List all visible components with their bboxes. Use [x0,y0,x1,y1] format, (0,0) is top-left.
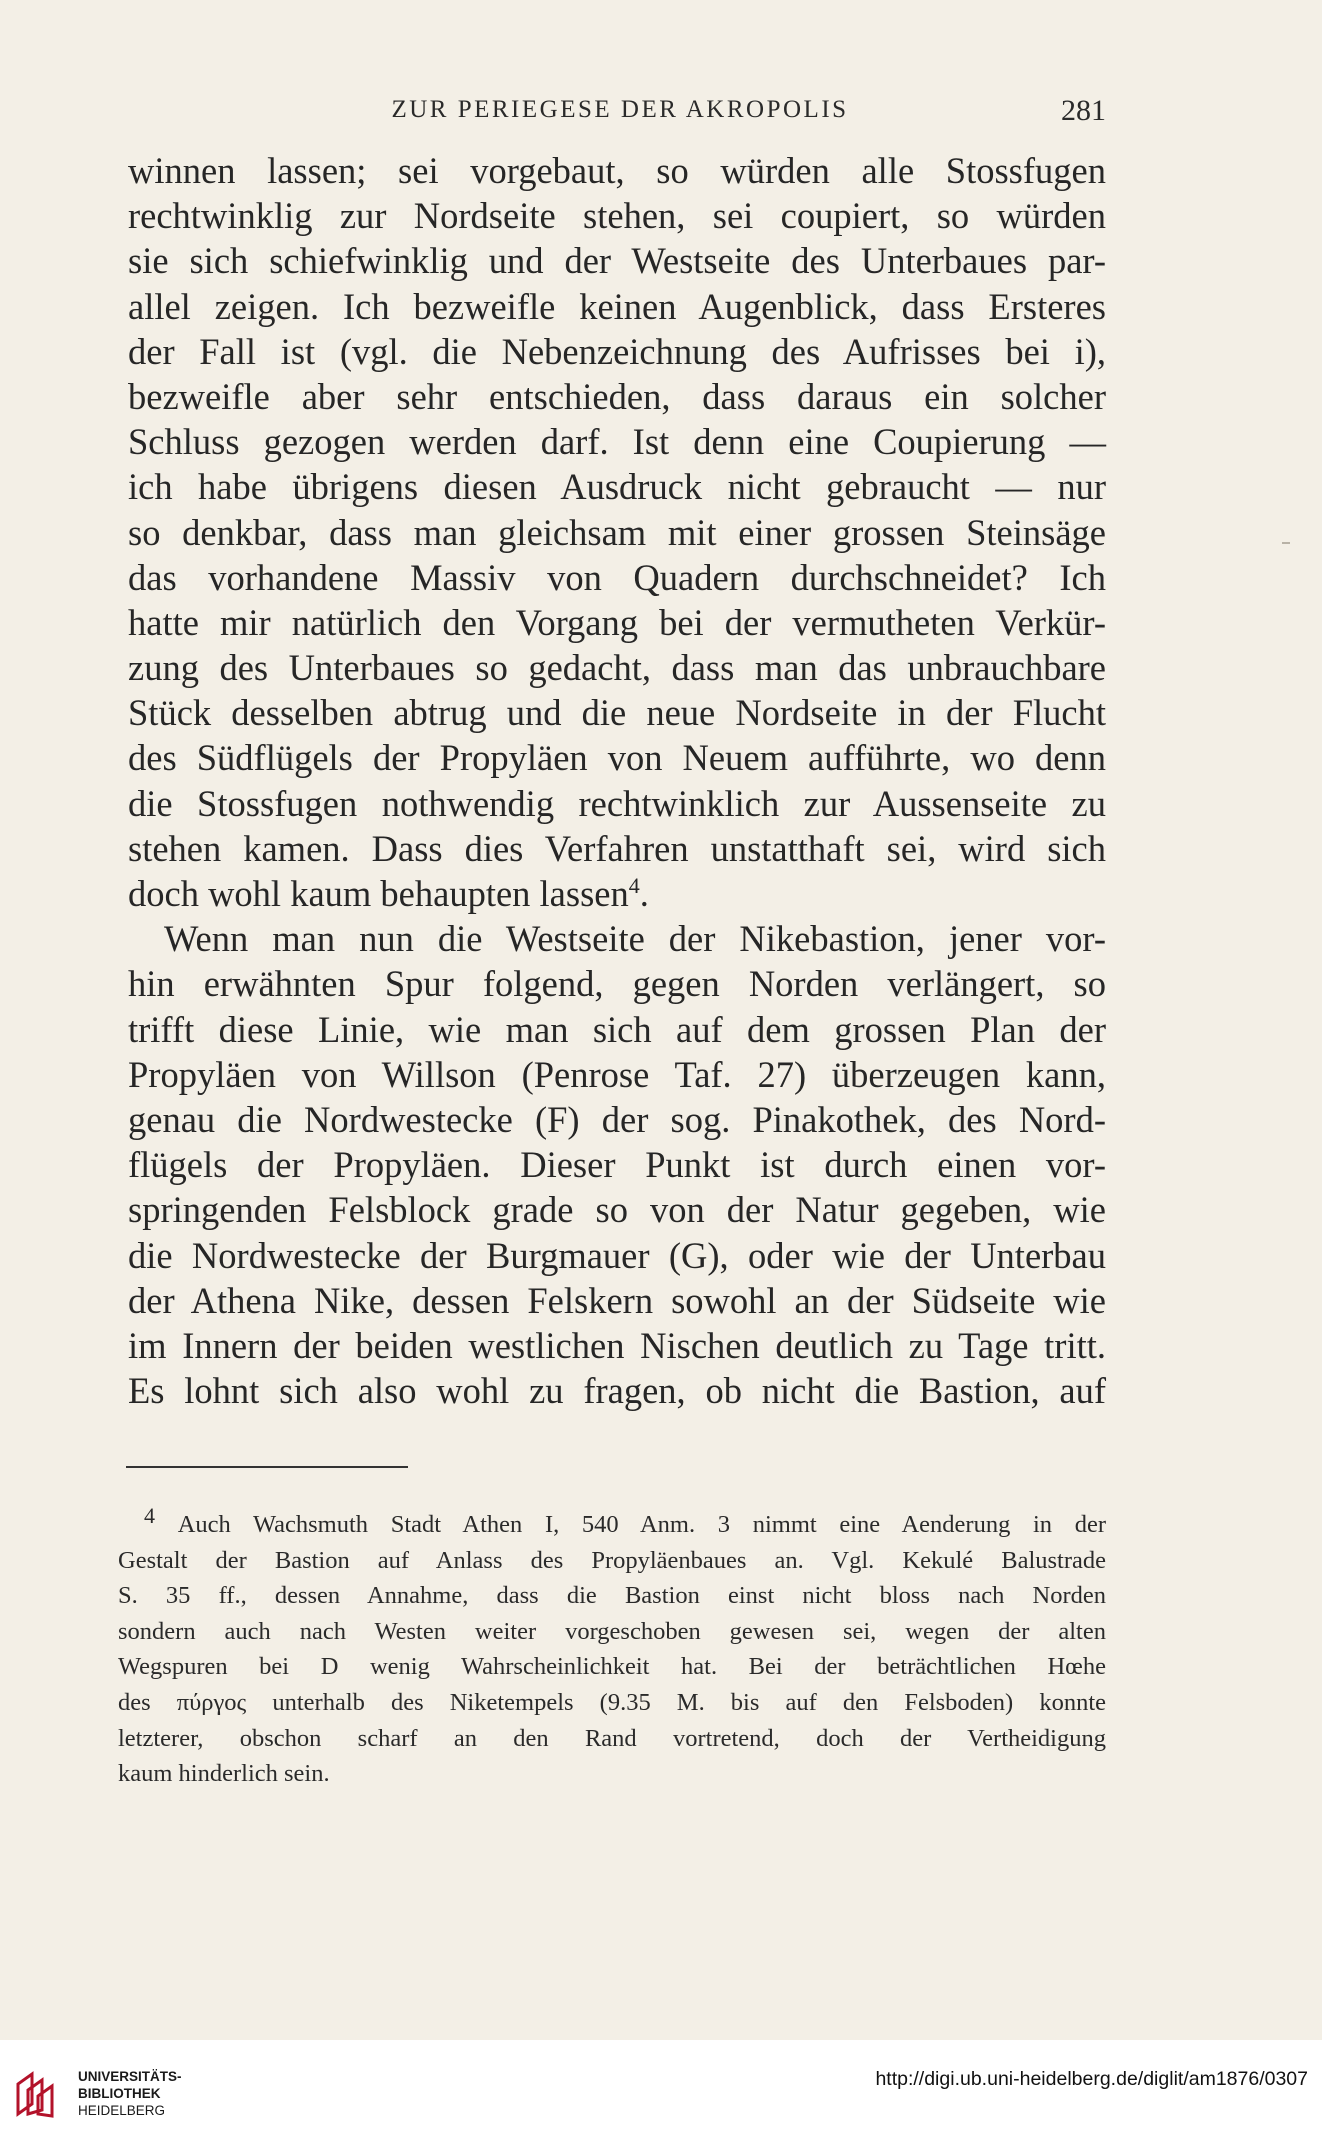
permalink-url[interactable]: http://digi.ub.uni-heidelberg.de/diglit/am1876/0307 [875,2068,1308,2090]
text-line: Wenn man nun die Westseite der Nikebastion, jener vor- [164,918,1106,960]
page-number: 281 [1061,94,1106,127]
digitization-footer [0,2040,1322,2144]
text-line: winnen lassen; sei vorgebaut, so würden alle Stossfugen [128,150,1106,191]
text-line: Stück desselben abtrug und die neue Nordseite in der Flucht [128,692,1106,734]
text-line: allel zeigen. Ich bezweifle keinen Augenblick, dass Ersteres [128,285,1106,327]
footnote [118,1502,1107,1792]
page-header [130,92,1110,142]
text-line: zung des Unterbaues so gedacht, dass man das unbrauchbare [128,647,1106,689]
text-line-content: doch wohl kaum behaupten lassen [128,873,629,914]
sentence-end: . [639,873,649,914]
main-text [128,148,1106,1413]
text-line: der Athena Nike, dessen Felskern sowohl an der Südseite wie [128,1279,1106,1321]
text-line: trifft diese Linie, wie man sich auf dem grossen Plan der [128,1008,1106,1050]
text-line: bezweifle aber sehr entschieden, dass daraus ein solcher [128,375,1106,417]
text-line: die Stossfugen nothwendig rechtwinklich zur Aussenseite zu [128,782,1106,824]
library-name[interactable] [78,2068,182,2119]
text-line: das vorhandene Massiv von Quadern durchschneidet? Ich [128,556,1106,598]
text-line: die Nordwestecke der Burgmauer (G), oder wie der Unterbau [128,1234,1106,1276]
footnote-marker: 4 [144,1502,155,1528]
text-line: des Südflügels der Propyläen von Neuem aufführte, wo denn [128,737,1106,779]
text-line: rechtwinklig zur Nordseite stehen, sei coupiert, so würden [128,195,1106,237]
library-name-line: HEIDELBERG [78,2103,166,2118]
text-line: so denkbar, dass man gleichsam mit einer grossen Steinsäge [128,511,1106,553]
footnote-line [118,1502,1107,1543]
library-name-line: BIBLIOTHEK [78,2086,161,2101]
text-line: hin erwähnten Spur folgend, gegen Norden verlängert, so [128,963,1106,1005]
footnote-line: sondern auch nach Westen weiter vorgeschoben gewesen sei, wegen der alten [118,1617,1106,1645]
ub-heidelberg-logo-icon[interactable] [14,2070,58,2118]
text-line: hatte mir natürlich den Vorgang bei der vermutheten Verkür- [128,601,1106,643]
footnote-line: letzterer, obschon scharf an den Rand vortretend, doch der Vertheidigung [118,1724,1106,1752]
text-line: springenden Felsblock grade so von der Natur gegeben, wie [128,1189,1106,1231]
text-line: Schluss gezogen werden darf. Ist denn eine Coupierung — [128,421,1106,463]
text-line: Es lohnt sich also wohl zu fragen, ob nicht die Bastion, auf [128,1370,1106,1412]
footnote-reference[interactable]: 4 [628,872,640,898]
margin-mark [1282,542,1290,544]
footnote-line: kaum hinderlich sein. [118,1760,330,1788]
footnote-line: S. 35 ff., dessen Annahme, dass die Bastion einst nicht bloss nach Norden [118,1582,1106,1610]
text-line: stehen kamen. Dass dies Verfahren unstatthaft sei, wird sich [128,827,1106,869]
text-line: genau die Nordwestecke (F) der sog. Pinakothek, des Nord- [128,1098,1106,1140]
footnote-line: Gestalt der Bastion auf Anlass des Propyläenbaues an. Vgl. Kekulé Balustrade [118,1546,1106,1574]
footnote-line-content: Auch Wachsmuth Stadt Athen I, 540 Anm. 3 nimmt eine Aenderung in der [177,1511,1107,1538]
text-line [128,871,1106,916]
running-title: ZUR PERIEGESE DER AKROPOLIS [391,96,849,123]
text-line: flügels der Propyläen. Dieser Punkt ist durch einen vor- [128,1144,1106,1186]
library-name-line: UNIVERSITÄTS- [78,2069,182,2084]
text-line: der Fall ist (vgl. die Nebenzeichnung des Aufrisses bei i), [128,330,1106,372]
text-line: ich habe übrigens diesen Ausdruck nicht gebraucht — nur [128,466,1106,508]
footnote-line: des πύργος unterhalb des Niketempels (9.35 M. bis auf den Felsboden) konnte [118,1688,1106,1716]
footnote-line: Wegspuren bei D wenig Wahrscheinlichkeit hat. Bei der beträchtlichen Hœhe [118,1653,1106,1681]
text-line: im Innern der beiden westlichen Nischen deutlich zu Tage tritt. [128,1324,1106,1366]
footnote-divider [126,1466,408,1468]
text-line: sie sich schiefwinklig und der Westseite des Unterbaues par- [128,240,1106,282]
text-line: Propyläen von Willson (Penrose Taf. 27) überzeugen kann, [128,1053,1106,1095]
